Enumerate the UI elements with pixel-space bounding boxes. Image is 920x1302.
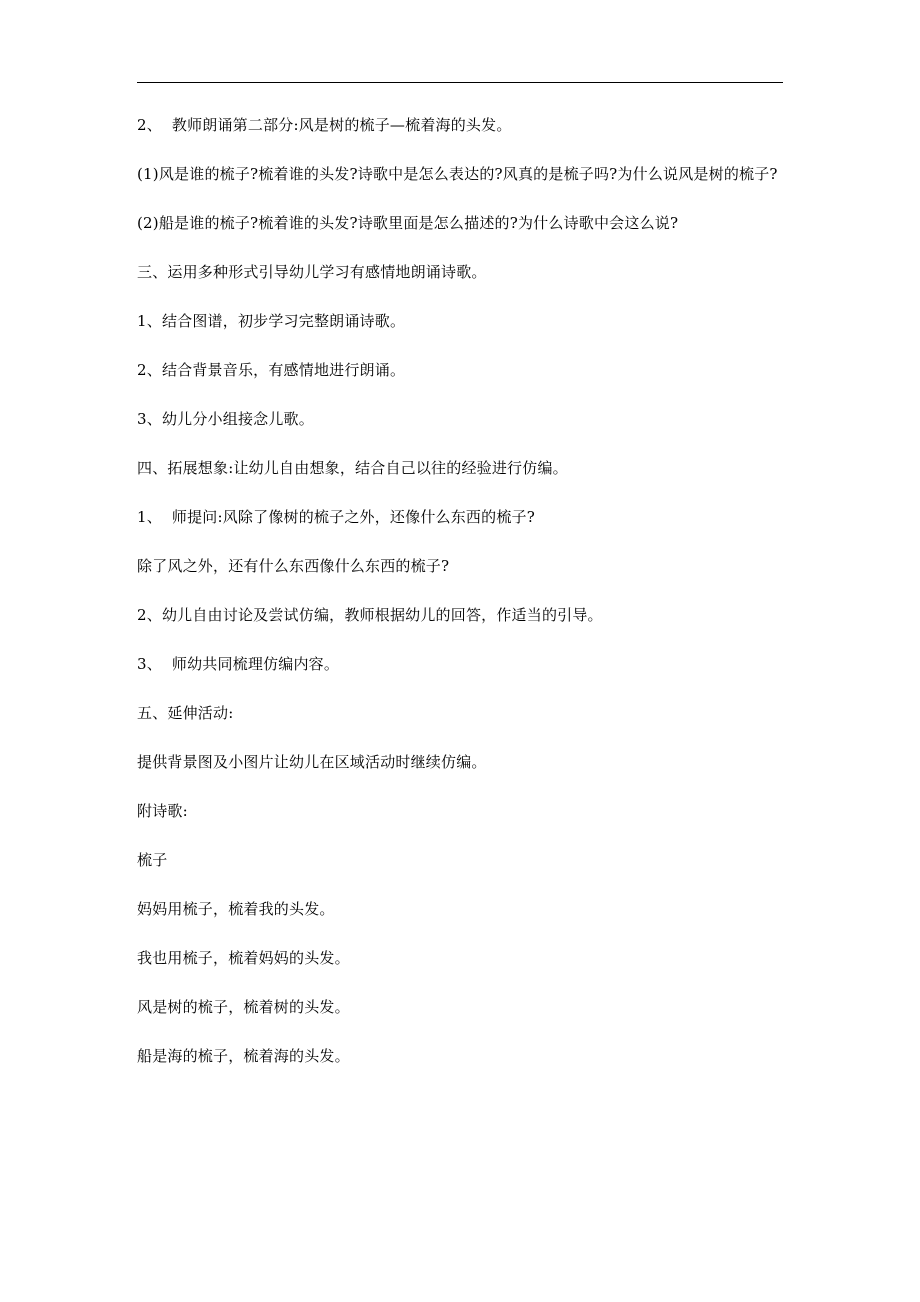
paragraph-item: 1、结合图谱，初步学习完整朗诵诗歌。 (137, 312, 406, 330)
poem-line: 妈妈用梳子，梳着我的头发。 (137, 900, 335, 918)
paragraph-item: 除了风之外，还有什么东西像什么东西的梳子? (137, 557, 450, 575)
paragraph-item: 1、 师提问:风除了像树的梳子之外，还像什么东西的梳子? (137, 508, 535, 526)
paragraph-item: 3、幼儿分小组接念儿歌。 (137, 410, 314, 428)
paragraph-item: 2、结合背景音乐，有感情地进行朗诵。 (137, 361, 406, 379)
poem-line: 我也用梳子，梳着妈妈的头发。 (137, 949, 350, 967)
poem-title: 梳子 (137, 851, 168, 869)
paragraph-question-1: (1)风是谁的梳子?梳着谁的头发?诗歌中是怎么表达的?风真的是梳子吗?为什么说风是树的梳子? (137, 165, 778, 183)
paragraph-item: 2、幼儿自由讨论及尝试仿编，教师根据幼儿的回答，作适当的引导。 (137, 606, 603, 624)
paragraph-step-2: 2、 教师朗诵第二部分:风是树的梳子—梳着海的头发。 (137, 116, 512, 134)
paragraph-item: 3、 师幼共同梳理仿编内容。 (137, 655, 340, 673)
header-rule (137, 82, 783, 83)
poem-line: 船是海的梳子，梳着海的头发。 (137, 1047, 350, 1065)
section-heading-3: 三、运用多种形式引导幼儿学习有感情地朗诵诗歌。 (137, 263, 487, 281)
poem-line: 风是树的梳子，梳着树的头发。 (137, 998, 350, 1016)
section-heading-4: 四、拓展想象:让幼儿自由想象，结合自己以往的经验进行仿编。 (137, 459, 568, 477)
paragraph-item: 提供背景图及小图片让幼儿在区域活动时继续仿编。 (137, 753, 487, 771)
document-body (137, 113, 787, 1093)
appendix-label: 附诗歌: (137, 802, 188, 820)
paragraph-question-2: (2)船是谁的梳子?梳着谁的头发?诗歌里面是怎么描述的?为什么诗歌中会这么说? (137, 214, 679, 232)
section-heading-5: 五、延伸活动: (137, 704, 234, 722)
